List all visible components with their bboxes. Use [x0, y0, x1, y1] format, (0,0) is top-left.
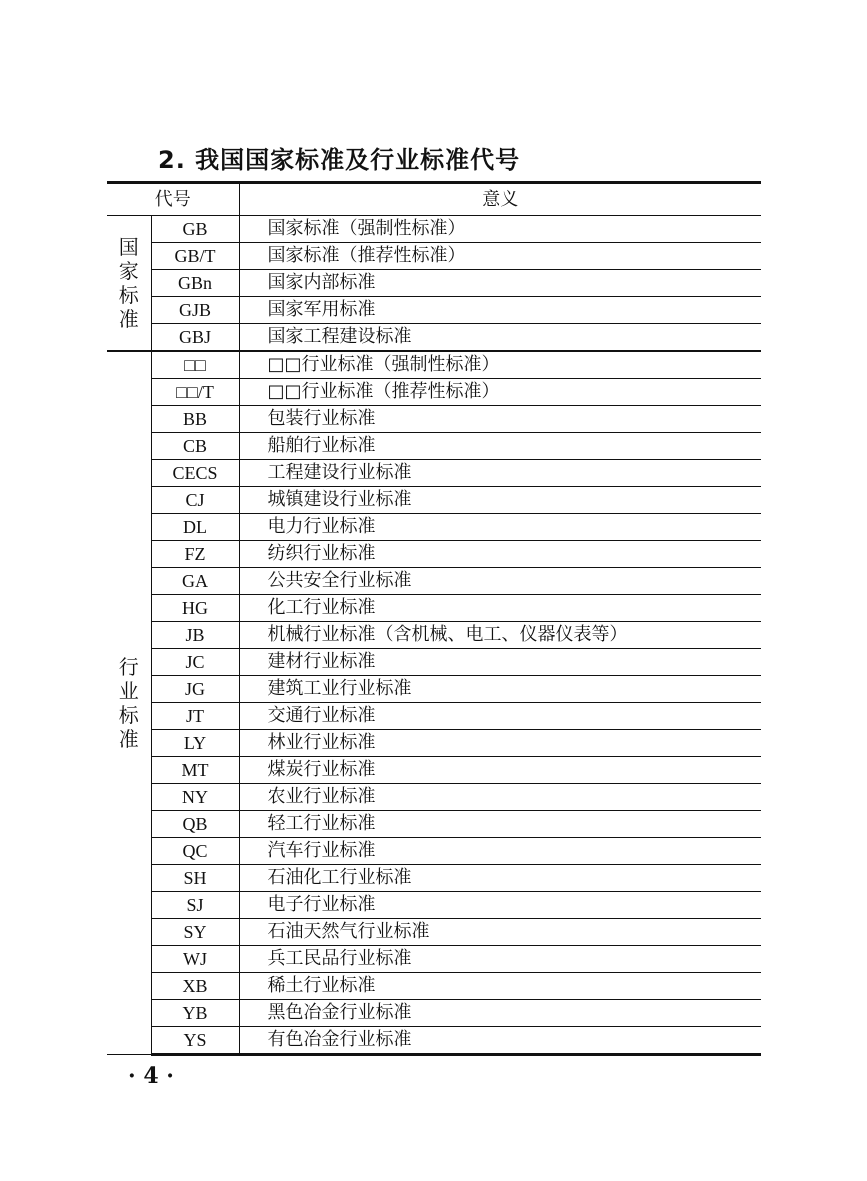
group-label-text: 国家标准 [118, 235, 139, 331]
table-row [107, 297, 761, 324]
code-cell: JB [151, 622, 239, 649]
code-cell: CECS [151, 460, 239, 487]
code-cell: JT [151, 703, 239, 730]
code-cell: GA [151, 568, 239, 595]
meaning-cell: 煤炭行业标准 [239, 757, 761, 784]
code-cell: FZ [151, 541, 239, 568]
meaning-cell: 国家工程建设标准 [239, 324, 761, 352]
meaning-cell: 国家标准（强制性标准） [239, 216, 761, 243]
code-cell: MT [151, 757, 239, 784]
table-row [107, 838, 761, 865]
table-row [107, 676, 761, 703]
code-cell: JG [151, 676, 239, 703]
meaning-cell: 化工行业标准 [239, 595, 761, 622]
meaning-cell: □□行业标准（强制性标准） [239, 351, 761, 379]
table-row [107, 811, 761, 838]
meaning-cell: 建材行业标准 [239, 649, 761, 676]
code-cell: SJ [151, 892, 239, 919]
table-row [107, 649, 761, 676]
table-row [107, 784, 761, 811]
meaning-cell: 国家标准（推荐性标准） [239, 243, 761, 270]
table-row [107, 541, 761, 568]
code-cell: GB/T [151, 243, 239, 270]
code-cell: YS [151, 1027, 239, 1055]
meaning-cell: 稀土行业标准 [239, 973, 761, 1000]
group-label-industry [107, 351, 151, 1055]
table-row [107, 243, 761, 270]
table-header-row [107, 183, 761, 216]
meaning-cell: 国家内部标准 [239, 270, 761, 297]
code-cell: XB [151, 973, 239, 1000]
code-cell: YB [151, 1000, 239, 1027]
code-cell: BB [151, 406, 239, 433]
meaning-cell: 公共安全行业标准 [239, 568, 761, 595]
table-row [107, 406, 761, 433]
meaning-cell: 汽车行业标准 [239, 838, 761, 865]
meaning-cell: 电子行业标准 [239, 892, 761, 919]
code-cell: SH [151, 865, 239, 892]
table-row [107, 946, 761, 973]
meaning-cell: 电力行业标准 [239, 514, 761, 541]
code-cell: WJ [151, 946, 239, 973]
code-cell: QC [151, 838, 239, 865]
standards-code-table [107, 181, 761, 1056]
meaning-cell: 工程建设行业标准 [239, 460, 761, 487]
code-cell: SY [151, 919, 239, 946]
meaning-cell: 交通行业标准 [239, 703, 761, 730]
code-cell: GB [151, 216, 239, 243]
code-cell: GBn [151, 270, 239, 297]
code-cell: CB [151, 433, 239, 460]
table-row [107, 865, 761, 892]
meaning-cell: 石油化工行业标准 [239, 865, 761, 892]
table-row [107, 730, 761, 757]
code-cell: QB [151, 811, 239, 838]
header-code: 代号 [107, 183, 239, 216]
table-row [107, 919, 761, 946]
meaning-cell: 有色冶金行业标准 [239, 1027, 761, 1055]
table-row [107, 703, 761, 730]
group-label-text: 行业标准 [118, 655, 139, 751]
table-row [107, 757, 761, 784]
group-label-national [107, 216, 151, 352]
table-row [107, 351, 761, 379]
code-cell: HG [151, 595, 239, 622]
table-row [107, 487, 761, 514]
table-row [107, 892, 761, 919]
code-cell: DL [151, 514, 239, 541]
page-number: · 4 · [128, 1063, 174, 1089]
table-row [107, 514, 761, 541]
meaning-cell: 机械行业标准（含机械、电工、仪器仪表等） [239, 622, 761, 649]
table-row [107, 1027, 761, 1055]
table-row [107, 379, 761, 406]
table-row [107, 973, 761, 1000]
table-row [107, 270, 761, 297]
table-row [107, 568, 761, 595]
header-meaning: 意义 [239, 183, 761, 216]
meaning-cell: 轻工行业标准 [239, 811, 761, 838]
meaning-cell: 农业行业标准 [239, 784, 761, 811]
code-cell: GJB [151, 297, 239, 324]
code-cell: LY [151, 730, 239, 757]
page-title: 2. 我国国家标准及行业标准代号 [158, 146, 521, 174]
code-cell: □□/T [151, 379, 239, 406]
table-row [107, 1000, 761, 1027]
meaning-cell: 黑色冶金行业标准 [239, 1000, 761, 1027]
code-cell: JC [151, 649, 239, 676]
meaning-cell: 兵工民品行业标准 [239, 946, 761, 973]
meaning-cell: 包装行业标准 [239, 406, 761, 433]
meaning-cell: 城镇建设行业标准 [239, 487, 761, 514]
code-cell: CJ [151, 487, 239, 514]
table-row [107, 622, 761, 649]
code-cell: NY [151, 784, 239, 811]
meaning-cell: 国家军用标准 [239, 297, 761, 324]
meaning-cell: 林业行业标准 [239, 730, 761, 757]
meaning-cell: 船舶行业标准 [239, 433, 761, 460]
table-row [107, 460, 761, 487]
table-row [107, 324, 761, 352]
table-row [107, 216, 761, 243]
meaning-cell: 建筑工业行业标准 [239, 676, 761, 703]
code-cell: GBJ [151, 324, 239, 352]
table-row [107, 433, 761, 460]
meaning-cell: 纺织行业标准 [239, 541, 761, 568]
code-cell: □□ [151, 351, 239, 379]
meaning-cell: 石油天然气行业标准 [239, 919, 761, 946]
table-row [107, 595, 761, 622]
meaning-cell: □□行业标准（推荐性标准） [239, 379, 761, 406]
